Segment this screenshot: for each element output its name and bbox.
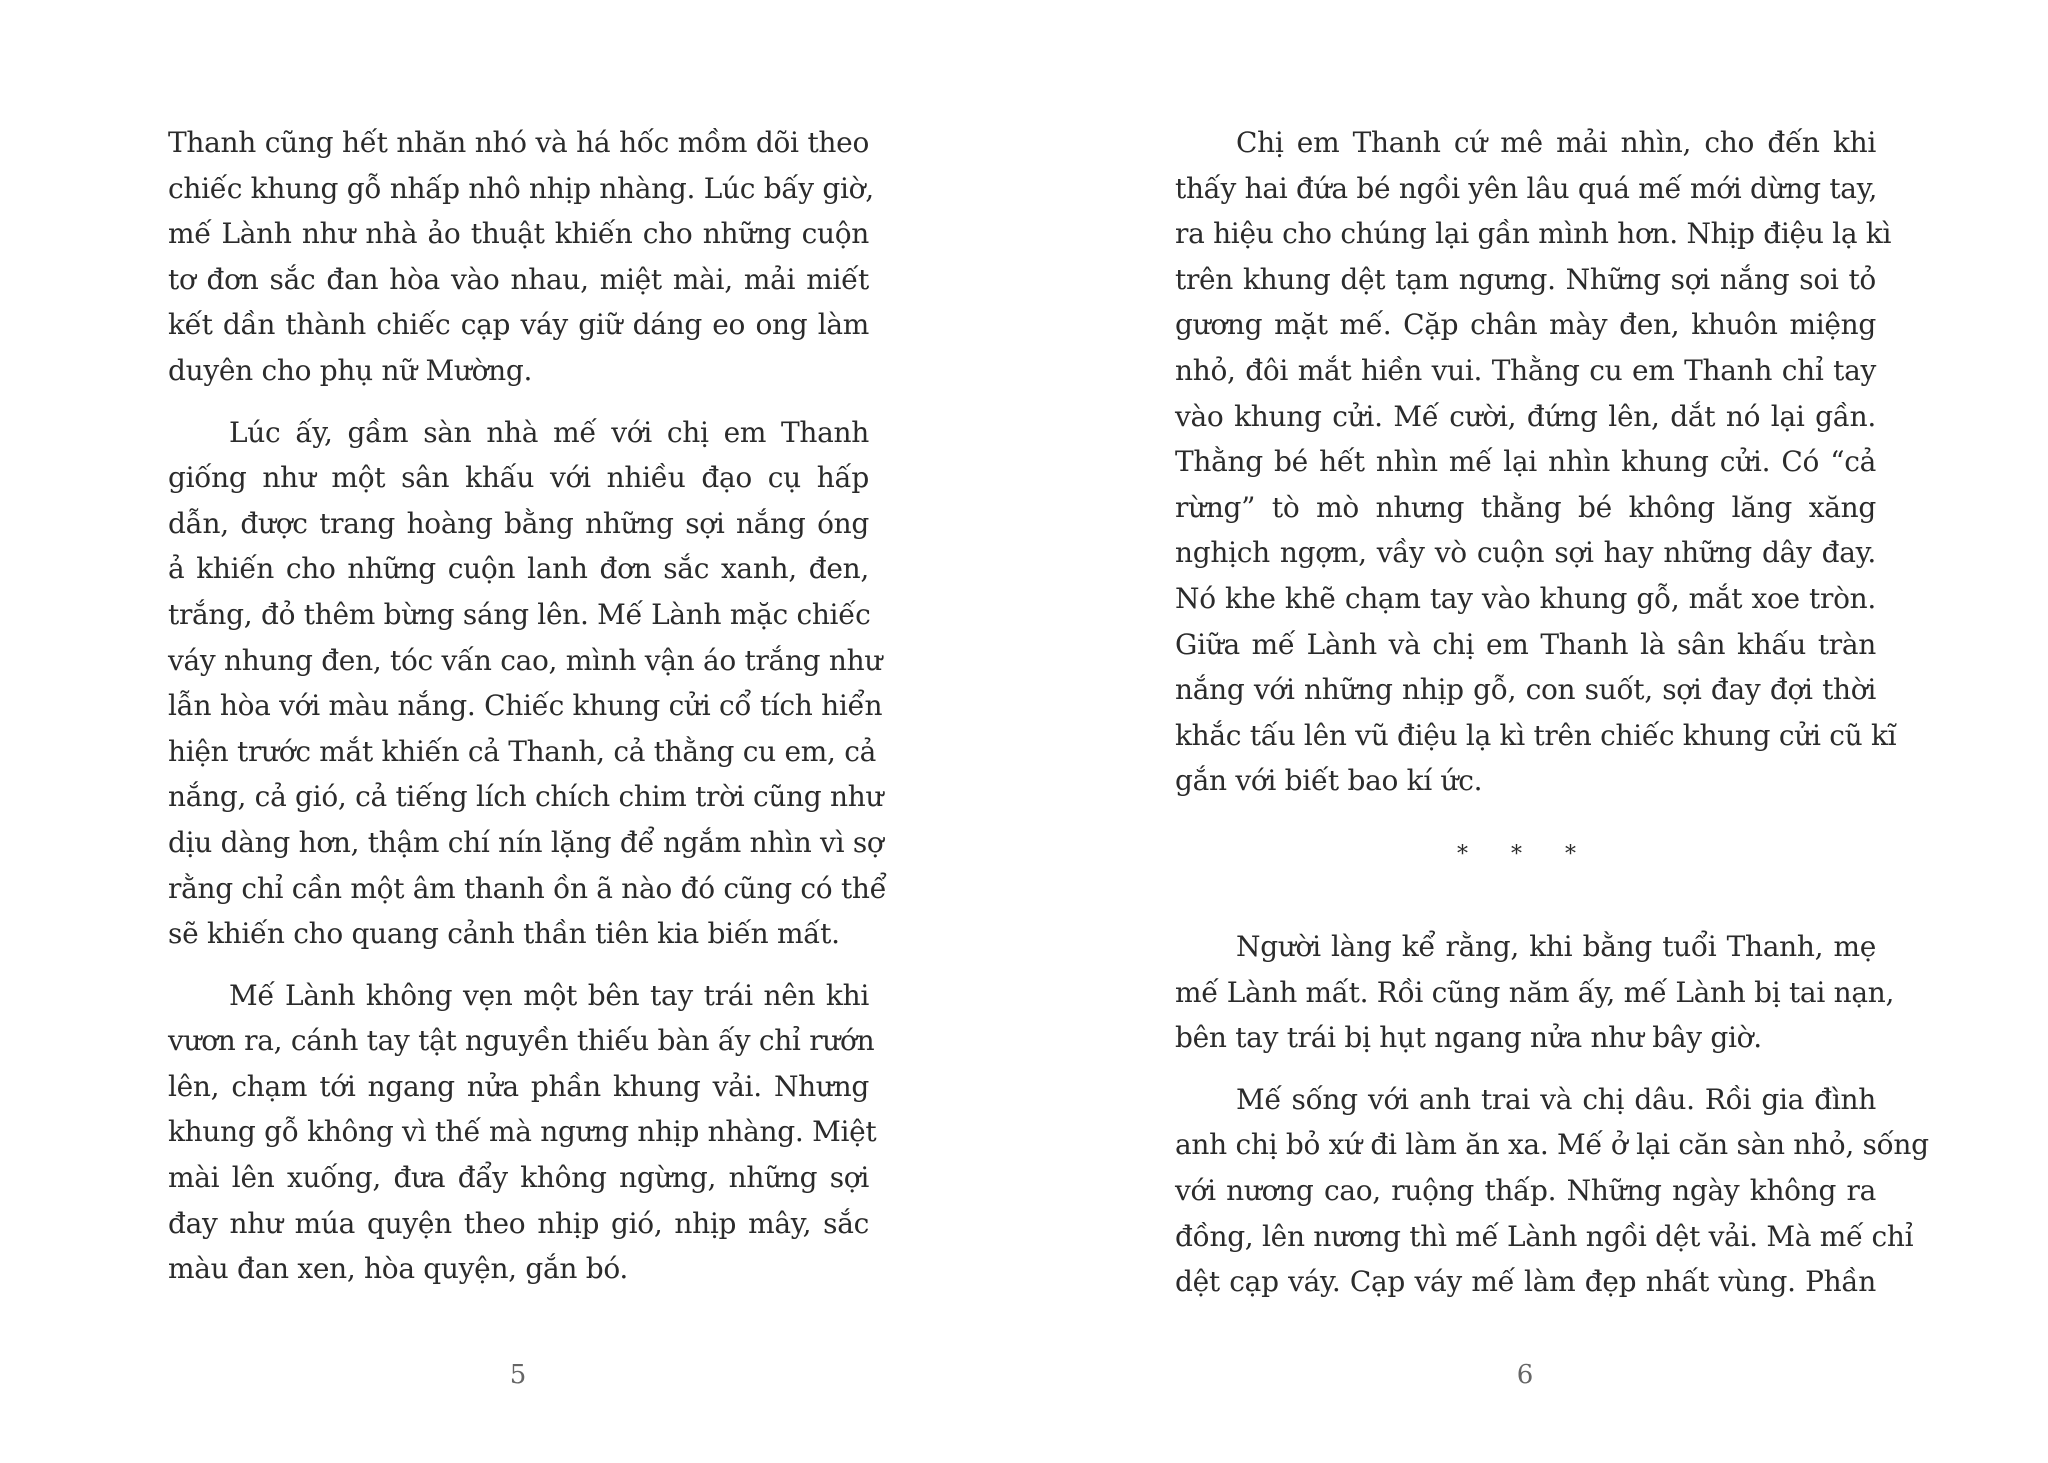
text-line: gương mặt mế. Cặp chân mày đen, khuôn miệng [1175, 308, 1876, 342]
text-line: lên, chạm tới ngang nửa phần khung vải. Nhưng [168, 1069, 869, 1103]
left-page-body [168, 120, 887, 1308]
text-line: trên khung dệt tạm ngưng. Những sợi nắng soi tỏ [1175, 262, 1876, 296]
paragraph [168, 410, 887, 957]
text-line: Lúc ấy, gầm sàn nhà mế với chị em Thanh [229, 415, 869, 449]
text-line: màu đan xen, hòa quyện, gắn bó. [168, 1252, 629, 1286]
page-number: 5 [509, 1360, 527, 1390]
text-line: đay như múa quyện theo nhịp gió, nhịp mây, sắc [168, 1206, 869, 1240]
text-line: Thằng bé hết nhìn mế lại nhìn khung cửi. Có “cả [1175, 445, 1876, 479]
text-line: mế Lành mất. Rồi cũng năm ấy, mế Lành bị tai nạn, [1175, 975, 1895, 1009]
paragraph [168, 120, 874, 394]
text-line: khắc tấu lên vũ điệu lạ kì trên chiếc khung cửi cũ kĩ [1175, 718, 1897, 752]
page-number: 6 [1516, 1360, 1534, 1390]
text-line: dẫn, được trang hoàng bằng những sợi nắng óng [168, 506, 869, 540]
section-after-separator [1175, 924, 1929, 1321]
text-line: hiện trước mắt khiến cả Thanh, cả thằng cu em, cả [168, 734, 876, 768]
text-line: nắng với những nhịp gỗ, con suốt, sợi đay đợi thời [1175, 673, 1876, 707]
text-line: mế Lành như nhà ảo thuật khiến cho những cuộn [168, 217, 869, 251]
text-line: váy nhung đen, tóc vấn cao, mình vận áo trắng như [168, 643, 883, 677]
text-line: sẽ khiến cho quang cảnh thần tiên kia biến mất. [168, 917, 840, 951]
text-line: rừng” tò mò nhưng thằng bé không lăng xăng [1175, 490, 1876, 524]
text-line: Người làng kể rằng, khi bằng tuổi Thanh, mẹ [1236, 930, 1876, 963]
text-line: bên tay trái bị hụt ngang nửa như bây giờ. [1175, 1021, 1762, 1055]
text-line: ả khiến cho những cuộn lanh đơn sắc xanh, đen, [168, 552, 869, 586]
right-page-body [1175, 120, 1929, 1299]
text-line: anh chị bỏ xứ đi làm ăn xa. Mế ở lại căn sàn nhỏ, sống [1175, 1128, 1929, 1162]
text-line: trắng, đỏ thêm bừng sáng lên. Mế Lành mặc chiếc [168, 597, 871, 631]
text-line: ra hiệu cho chúng lại gần mình hơn. Nhịp điệu lạ kì [1175, 217, 1892, 251]
text-line: duyên cho phụ nữ Mường. [168, 353, 533, 387]
text-line: với nương cao, ruộng thấp. Những ngày không ra [1175, 1173, 1876, 1207]
text-line: Nó khe khẽ chạm tay vào khung gỗ, mắt xoe tròn. [1175, 581, 1876, 615]
text-line: Chị em Thanh cứ mê mải nhìn, cho đến khi [1236, 126, 1876, 159]
text-line: nhỏ, đôi mắt hiền vui. Thằng cu em Thanh chỉ tay [1175, 353, 1876, 387]
text-line: dệt cạp váy. Cạp váy mế làm đẹp nhất vùng. Phần [1175, 1265, 1876, 1299]
text-line: vào khung cửi. Mế cười, đứng lên, dắt nó lại gần. [1175, 399, 1876, 433]
text-line: Giữa mế Lành và chị em Thanh là sân khấu tràn [1175, 627, 1876, 661]
paragraph [1175, 120, 1897, 804]
paragraph [1175, 924, 1895, 1061]
text-line: khung gỗ không vì thế mà ngưng nhịp nhàng. Miệt [168, 1115, 877, 1149]
paragraph [1175, 1077, 1929, 1305]
paragraph [168, 973, 877, 1292]
text-line: Mế sống với anh trai và chị dâu. Rồi gia đình [1236, 1082, 1876, 1116]
section-separator: * * * [1457, 842, 1594, 867]
text-line: tơ đơn sắc đan hòa vào nhau, miệt mài, mải miết [168, 262, 869, 296]
text-line: rằng chỉ cần một âm thanh ồn ã nào đó cũng có thể [168, 871, 887, 905]
text-line: gắn với biết bao kí ức. [1175, 764, 1483, 798]
text-line: vươn ra, cánh tay tật nguyền thiếu bàn ấy chỉ rướn [168, 1024, 875, 1058]
text-line: chiếc khung gỗ nhấp nhô nhịp nhàng. Lúc bấy giờ, [168, 171, 874, 205]
text-line: nghịch ngợm, vầy vò cuộn sợi hay những dây đay. [1175, 536, 1876, 570]
text-line: nắng, cả gió, cả tiếng lích chích chim trời cũng như [168, 780, 884, 814]
text-line: đồng, lên nương thì mế Lành ngồi dệt vải. Mà mế chỉ [1175, 1219, 1914, 1253]
text-line: kết dần thành chiếc cạp váy giữ dáng eo ong làm [168, 308, 869, 342]
text-line: thấy hai đứa bé ngồi yên lâu quá mế mới dừng tay, [1175, 171, 1878, 205]
text-line: giống như một sân khấu với nhiều đạo cụ hấp [168, 461, 869, 495]
text-line: Thanh cũng hết nhăn nhó và há hốc mồm dõi theo [168, 126, 869, 159]
text-line: dịu dàng hơn, thậm chí nín lặng để ngắm nhìn vì sợ [168, 825, 884, 859]
text-line: Mế Lành không vẹn một bên tay trái nên khi [229, 978, 869, 1012]
text-line: lẫn hòa với màu nắng. Chiếc khung cửi cổ tích hiển [168, 689, 883, 723]
text-line: mài lên xuống, đưa đẩy không ngừng, những sợi [168, 1161, 869, 1195]
